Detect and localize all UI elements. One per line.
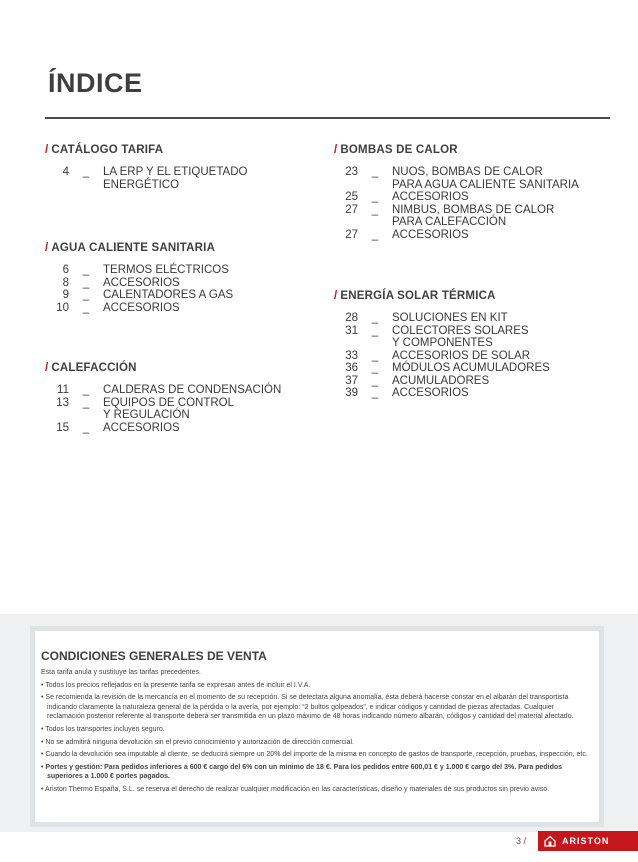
index-entries [45,166,247,191]
entry-separator: _ [371,203,379,216]
entry-page-number: 28 [345,312,358,324]
index-entry [334,312,550,325]
entry-page-number: 23 [345,166,358,178]
conditions-body [41,668,593,798]
entry-page-number: 31 [345,324,358,337]
entry-title: ACCESORIOS [392,228,469,241]
entry-title: EQUIPOS DE CONTROL Y REGULACIÓN [103,396,234,421]
conditions-intro: Esta tarifa anula y sustituye las tarifas precedentes. [41,669,201,676]
heading-slash: / [334,290,338,302]
index-entry [334,191,579,204]
entry-separator: _ [371,312,379,324]
conditions-item: • Ariston Thermo España, S.L. se reserva el derecho de realizar cualquier modificación en las características, diseño y materiales de sus productos sin previo aviso. [41,785,550,793]
entry-page-number: 27 [345,203,358,216]
section-heading-text: BOMBAS DE CALOR [340,144,458,156]
page-number-slash: / [523,836,527,846]
entry-page-number: 15 [56,421,69,434]
index-entry [334,204,579,229]
entry-separator: _ [371,228,379,241]
index-entry [334,229,579,242]
entry-title: COLECTORES SOLARES Y COMPONENTES [392,324,529,349]
index-entries [45,264,233,314]
entry-page-number: 10 [56,301,69,314]
entry-title: NIMBUS, BOMBAS DE CALOR PARA CALEFACCIÓN [392,203,555,228]
entry-title: NUOS, BOMBAS DE CALOR PARA AGUA CALIENTE SANITARIA [392,166,579,191]
entry-separator: _ [371,324,379,337]
entry-separator: _ [82,421,90,434]
index-entry [45,277,233,290]
entry-page-number: 6 [62,264,69,276]
entry-page-number: 39 [345,387,358,399]
entry-title: TERMOS ELÉCTRICOS [103,264,229,276]
entry-page-number: 9 [62,289,69,301]
section-heading-text: AGUA CALIENTE SANITARIA [51,242,216,254]
entry-separator: _ [82,264,90,276]
index-entries [334,166,579,241]
entry-separator: _ [371,374,379,387]
conditions-title: CONDICIONES GENERALES DE VENTA [41,649,267,663]
entry-title: ACCESORIOS DE SOLAR [392,349,531,362]
entry-page-number: 37 [345,374,358,387]
section-heading [45,362,281,374]
entry-title: ACCESORIOS [103,301,180,314]
index-entry [334,362,550,375]
section-heading [334,144,579,156]
section-heading-text: CATÁLOGO TARIFA [51,144,164,156]
conditions-item: • Se recomienda la revisión de la mercancía en el momento de su recepción. Si se detectara alguna anomalía, ésta deberá hacerse constar en el albarán del transportista indicando claramente la naturaleza general de la pérdida o la avería, por ejemplo: “2 bultos golpeados”, e indicar códigos y cantidad de piezas afectadas. Cualquier reclamación posterior referente al transporte deberá ser transmitida en un plazo máximo de 48 horas indicando número albarán, códigos y cantidad del material afectado. [41,694,574,721]
entry-page-number: 4 [62,166,69,178]
index-entry [45,166,247,191]
section-bombas-de-calor [334,144,579,241]
entry-title: MÓDULOS ACUMULADORES [392,362,550,374]
ariston-logo [538,831,638,851]
index-entry [45,397,281,422]
entry-title: LA ERP Y EL ETIQUETADO ENERGÉTICO [103,166,248,191]
conditions-item: • Cuando la devolución sea imputable al cliente, se deducirá siempre un 20% del importe de la misma en concepto de gastos de transporte, recepción, pruebas, inspección, etc. [41,751,588,759]
entry-page-number: 13 [56,396,69,409]
entry-title: ACCESORIOS [103,276,180,289]
entry-separator: _ [371,191,379,203]
conditions-box [30,626,604,827]
entry-separator: _ [82,166,90,178]
entry-separator: _ [82,301,90,314]
entry-separator: _ [82,396,90,409]
section-heading [45,242,233,254]
index-entry [334,350,550,363]
index-entry [45,422,281,435]
section-calefaccion [45,362,281,434]
section-heading-text: ENERGÍA SOLAR TÉRMICA [340,290,496,302]
section-heading [45,144,247,156]
index-entry [45,384,281,397]
index-entry [334,325,550,350]
title-divider [45,117,610,119]
entry-separator: _ [371,387,379,399]
entry-title: ACCESORIOS [392,387,469,399]
entry-title: ACCESORIOS [103,421,180,434]
conditions-item: • No se admitirá ninguna devolución sin el previo conocimiento y autorización de dirección comercial. [41,738,354,746]
entry-title: ACCESORIOS [392,191,469,203]
entry-separator: _ [371,166,379,178]
heading-slash: / [45,144,49,156]
index-entry [334,387,550,400]
index-entry [334,375,550,388]
section-catalogo-tarifa [45,144,247,191]
entry-page-number: 8 [62,276,69,289]
entry-separator: _ [371,362,379,374]
entry-title: ACUMULADORES [392,374,490,387]
entry-page-number: 25 [345,191,358,203]
section-heading-text: CALEFACCIÓN [51,362,137,374]
page-title: ÍNDICE [48,68,143,98]
heading-slash: / [45,362,49,374]
page-number-value: 3 [516,836,522,846]
page-number [516,836,526,846]
index-entries [45,384,281,434]
entry-separator: _ [82,276,90,289]
index-entry [45,302,233,315]
entry-page-number: 11 [57,384,69,396]
index-entry [45,289,233,302]
entry-page-number: 36 [345,362,358,374]
entry-separator: _ [82,384,90,396]
entry-separator: _ [371,349,379,362]
section-energia-solar-termica [334,290,550,400]
heading-slash: / [45,242,49,254]
index-entry [45,264,233,277]
house-icon [544,835,556,847]
section-heading [334,290,550,302]
entry-separator: _ [82,289,90,301]
entry-title: CALDERAS DE CONDENSACIÓN [103,384,282,396]
conditions-item: • Todos los precios reflejados en la presente tarifa se expresan antes de incluir el I.V.A. [41,681,311,689]
conditions-item: • Todos los transportes incluyen seguro. [41,725,165,733]
index-entry [334,166,579,191]
index-entries [334,312,550,400]
brand-name: ARISTON [562,836,610,846]
entry-page-number: 33 [345,349,358,362]
entry-page-number: 27 [345,228,358,241]
section-agua-caliente-sanitaria [45,242,233,314]
conditions-shipping-item: • Portes y gestión: Para pedidos inferiores a 600 € cargo del 6% con un mínimo de 18 €. Para los pedidos entre 600,01 € y 1.000 € cargo del 3%. Para pedidos superiores a 1.000 € portes pagados. [41,763,563,781]
entry-title: SOLUCIONES EN KIT [392,312,508,324]
entry-title: CALENTADORES A GAS [103,289,234,301]
heading-slash: / [334,144,338,156]
